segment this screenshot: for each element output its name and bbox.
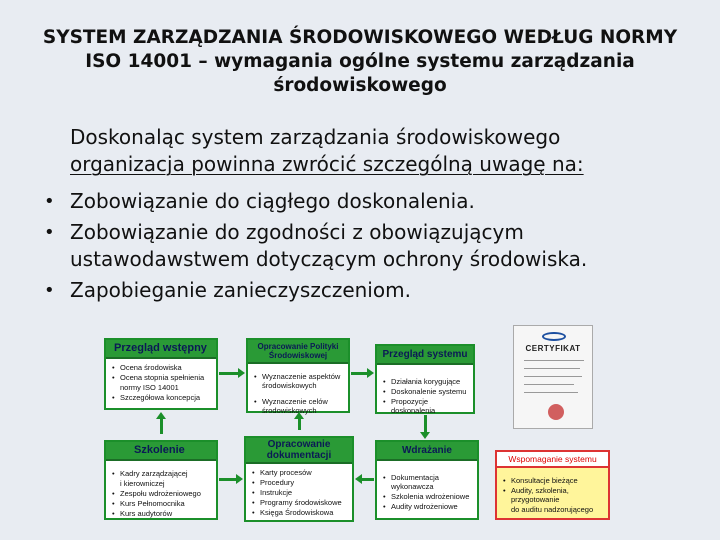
certificate-title: CERTYFIKAT bbox=[525, 344, 581, 353]
box-wspomaganie-title: Wspomaganie systemu bbox=[497, 452, 608, 468]
box-opracowanie-dokumentacji bbox=[244, 436, 354, 522]
box-wdrazanie-title: Wdrażanie bbox=[377, 442, 477, 461]
box-szkolenie bbox=[104, 440, 218, 520]
title-line-2: ISO 14001 – wymagania ogólne systemu zarządzania bbox=[85, 51, 635, 72]
list-item: • Dokumentacja wykonawcza bbox=[383, 473, 473, 491]
list-item: • Propozycje doskonalenia bbox=[383, 397, 469, 415]
list-item: • Zespołu wdrożeniowego bbox=[112, 489, 212, 498]
list-item: • Szczegółowa koncepcja bbox=[112, 393, 212, 402]
box-przeglad-wstepny bbox=[104, 338, 218, 410]
list-item: • Kurs Pełnomocnika bbox=[112, 499, 212, 508]
title-line-1: SYSTEM ZARZĄDZANIA ŚRODOWISKOWEGO WEDŁUG NORMY bbox=[42, 27, 678, 48]
list-item: • Audity wdrożeniowe bbox=[383, 502, 473, 511]
certificate-image bbox=[513, 325, 593, 429]
list-item: • Kurs audytorów bbox=[112, 509, 212, 518]
list-item: • Szkolenia wdrożeniowe bbox=[383, 492, 473, 501]
box-wspomaganie-systemu bbox=[495, 450, 610, 520]
list-item: • Wyznaczenie aspektów środowiskowych bbox=[254, 372, 344, 390]
list-item: • Działania korygujące bbox=[383, 377, 469, 386]
box-szkolenie-title: Szkolenie bbox=[106, 442, 216, 461]
box-opracowanie-dokumentacji-title: Opracowanie dokumentacji bbox=[246, 438, 352, 464]
bullet-item-3: • Zapobieganie zanieczyszczeniom. bbox=[70, 277, 650, 304]
arrow-right bbox=[351, 372, 368, 375]
list-item: • Ocena stopnia spełnienia bbox=[112, 373, 212, 382]
box-opracowanie-polityki bbox=[246, 338, 350, 413]
box-przeglad-systemu-title: Przegląd systemu bbox=[377, 346, 473, 365]
intro-line-1: Doskonaląc system zarządzania środowiskowego bbox=[70, 125, 561, 149]
bullet-item-2: • Zobowiązanie do zgodności z obowiązującym ustawodawstwem dotyczącym ochrony środowiska. bbox=[70, 219, 650, 273]
list-item: • Kadry zarządzającej bbox=[112, 469, 212, 478]
arrow-down bbox=[424, 415, 427, 433]
certificate-seal-icon bbox=[548, 404, 564, 420]
list-item: • Księga Środowiskowa bbox=[252, 508, 348, 517]
arrow-up bbox=[160, 418, 163, 434]
box-przeglad-systemu bbox=[375, 344, 475, 414]
arrow-up bbox=[298, 418, 301, 430]
box-opracowanie-polityki-title: Opracowanie Polityki Środowiskowej bbox=[248, 340, 348, 364]
arrow-right bbox=[219, 372, 239, 375]
intro-line-2: organizacja powinna zwrócić szczególną uwagę na: bbox=[70, 152, 584, 176]
arrow-right bbox=[219, 478, 237, 481]
list-item: normy ISO 14001 bbox=[120, 383, 179, 392]
box-przeglad-wstepny-title: Przegląd wstępny bbox=[106, 340, 216, 359]
list-item: • Karty procesów bbox=[252, 468, 348, 477]
list-item: • Procedury bbox=[252, 478, 348, 487]
list-item: • Wyznaczenie celów środowiskowych bbox=[254, 397, 344, 415]
list-item: • Ocena środowiska bbox=[112, 363, 212, 372]
list-item: do auditu nadzorującego bbox=[511, 505, 594, 514]
list-item: • Konsultacje bieżące bbox=[503, 476, 604, 485]
bullet-item-1: • Zobowiązanie do ciągłego doskonalenia. bbox=[70, 188, 650, 215]
certificate-logo-icon bbox=[542, 332, 566, 341]
list-item: • Audity, szkolenia, przygotowanie bbox=[503, 486, 604, 504]
list-item: i kierowniczej bbox=[120, 479, 165, 488]
title-line-3: środowiskowego bbox=[273, 75, 447, 96]
arrow-left bbox=[361, 478, 374, 481]
list-item: • Programy środowiskowe bbox=[252, 498, 348, 507]
list-item: • Doskonalenie systemu bbox=[383, 387, 469, 396]
box-wdrazanie bbox=[375, 440, 479, 520]
list-item: • Instrukcje bbox=[252, 488, 348, 497]
